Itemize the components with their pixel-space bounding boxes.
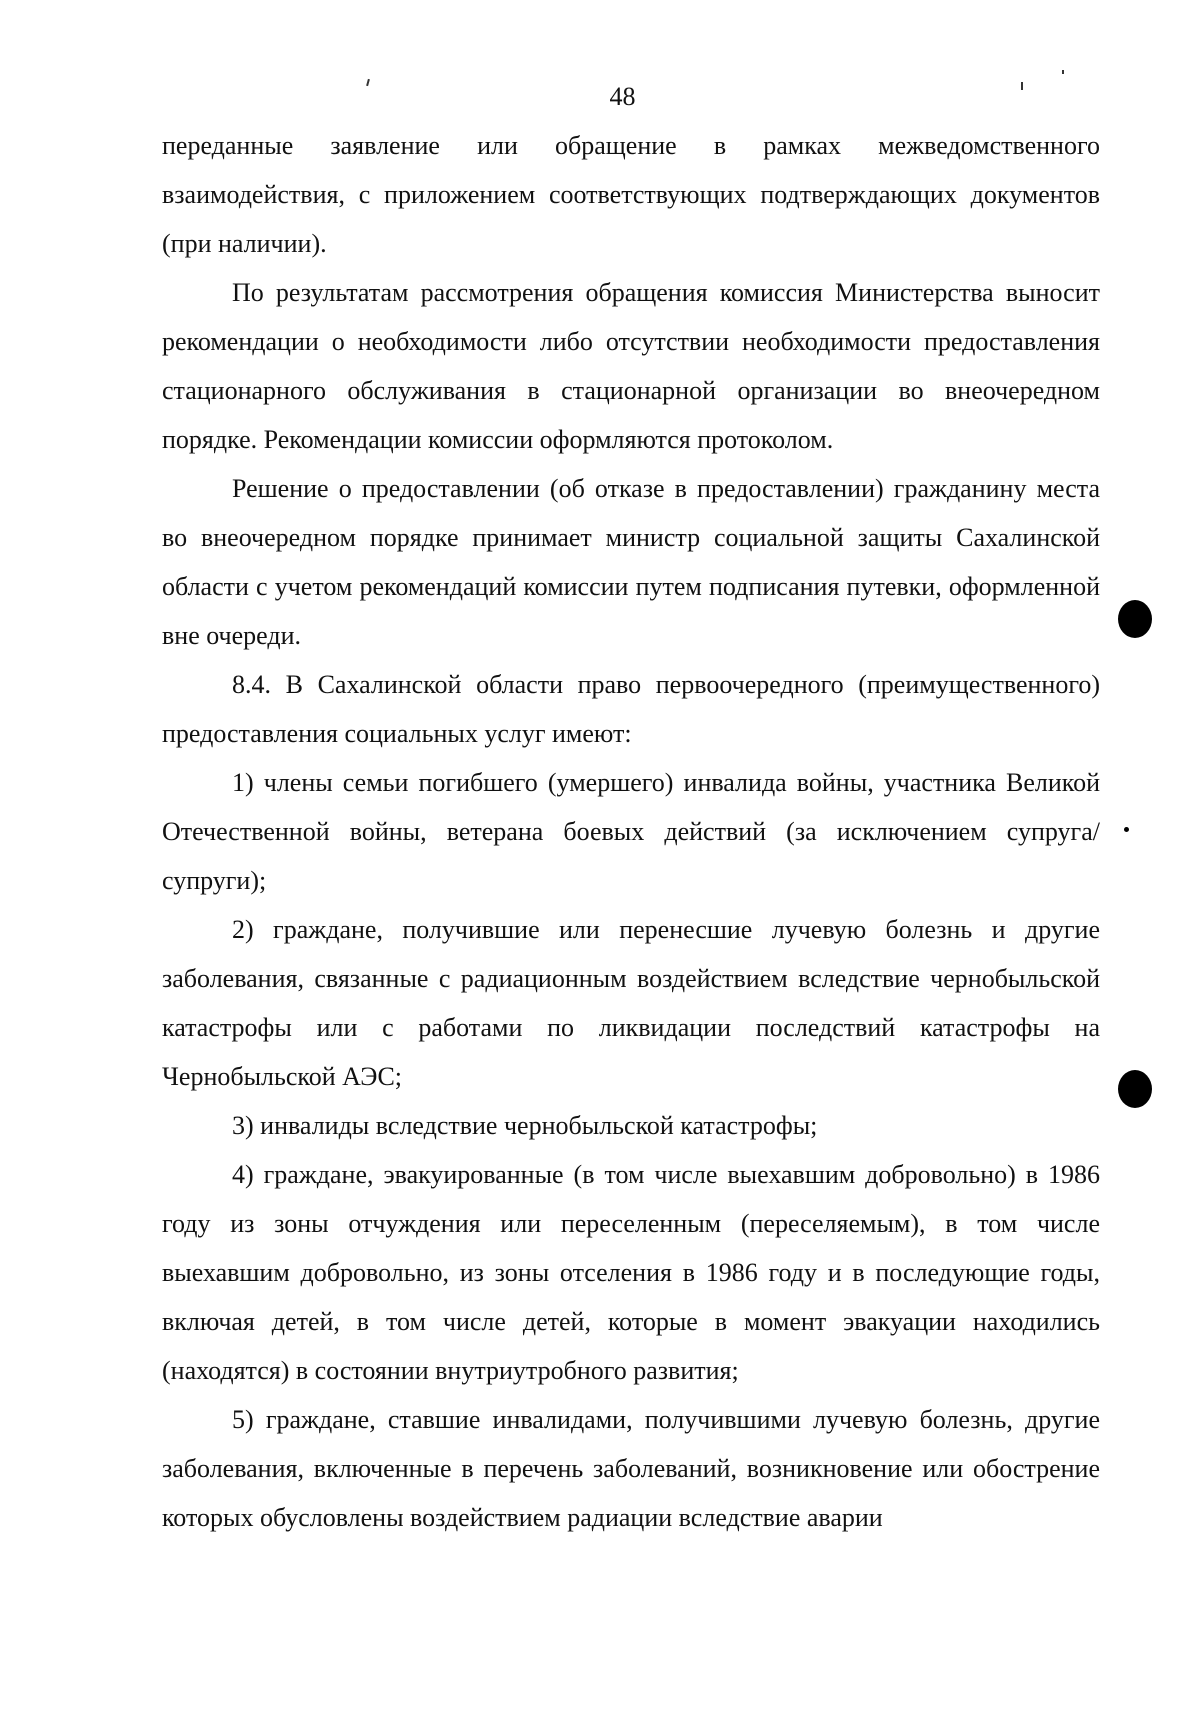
list-item-5: 5) граждане, ставшие инвалидами, получившими лучевую болезнь, другие заболевания, включенные в перечень заболеваний, возникновение или обострение которых обусловлены воздействием радиации вследствие аварии: [162, 1405, 1100, 1532]
binder-hole-mark: [1118, 1070, 1152, 1108]
binder-hole-mark: [1118, 600, 1152, 638]
document-body: [162, 121, 1100, 1542]
paragraph-continuation: переданные заявление или обращение в рамках межведомственного взаимодействия, с приложением соответствующих подтверждающих документов (при наличии).: [162, 131, 1100, 258]
paragraph-commission-recommendations: По результатам рассмотрения обращения комиссия Министерства выносит рекомендации о необходимости либо отсутствии необходимости предоставления стационарного обслуживания в стационарной организации во внеочередном порядке. Рекомендации комиссии оформляются протоколом.: [162, 278, 1100, 454]
scan-speck: [1021, 82, 1023, 90]
list-item-3: 3) инвалиды вследствие чернобыльской катастрофы;: [232, 1111, 818, 1140]
list-item-1: 1) члены семьи погибшего (умершего) инвалида войны, участника Великой Отечественной войны, ветерана боевых действий (за исключением супруга/супруги);: [162, 768, 1100, 895]
page-number: 48: [609, 82, 636, 111]
list-item-2: 2) граждане, получившие или перенесшие лучевую болезнь и другие заболевания, связанные с радиационным воздействием вследствие чернобыльской катастрофы или с работами по ликвидации последствий катастрофы на Чернобыльской АЭС;: [162, 915, 1100, 1091]
scan-speck: [1124, 827, 1129, 832]
paragraph-minister-decision: Решение о предоставлении (об отказе в предоставлении) гражданину места во внеочередном порядке принимает министр социальной защиты Сахалинской области с учетом рекомендаций комиссии путем подписания путевки, оформленной вне очереди.: [162, 474, 1100, 650]
list-item-4: 4) граждане, эвакуированные (в том числе выехавшим добровольно) в 1986 году из зоны отчуждения или переселенным (переселяемым), в том числе выехавшим добровольно, из зоны отселения в 1986 году и в последующие годы, включая детей, в том числе детей, которые в момент эвакуации находились (находятся) в состоянии внутриутробного развития;: [162, 1160, 1100, 1385]
paragraph-section-8-4: 8.4. В Сахалинской области право первоочередного (преимущественного) предоставления социальных услуг имеют:: [162, 670, 1100, 748]
scan-speck: [1062, 70, 1064, 74]
